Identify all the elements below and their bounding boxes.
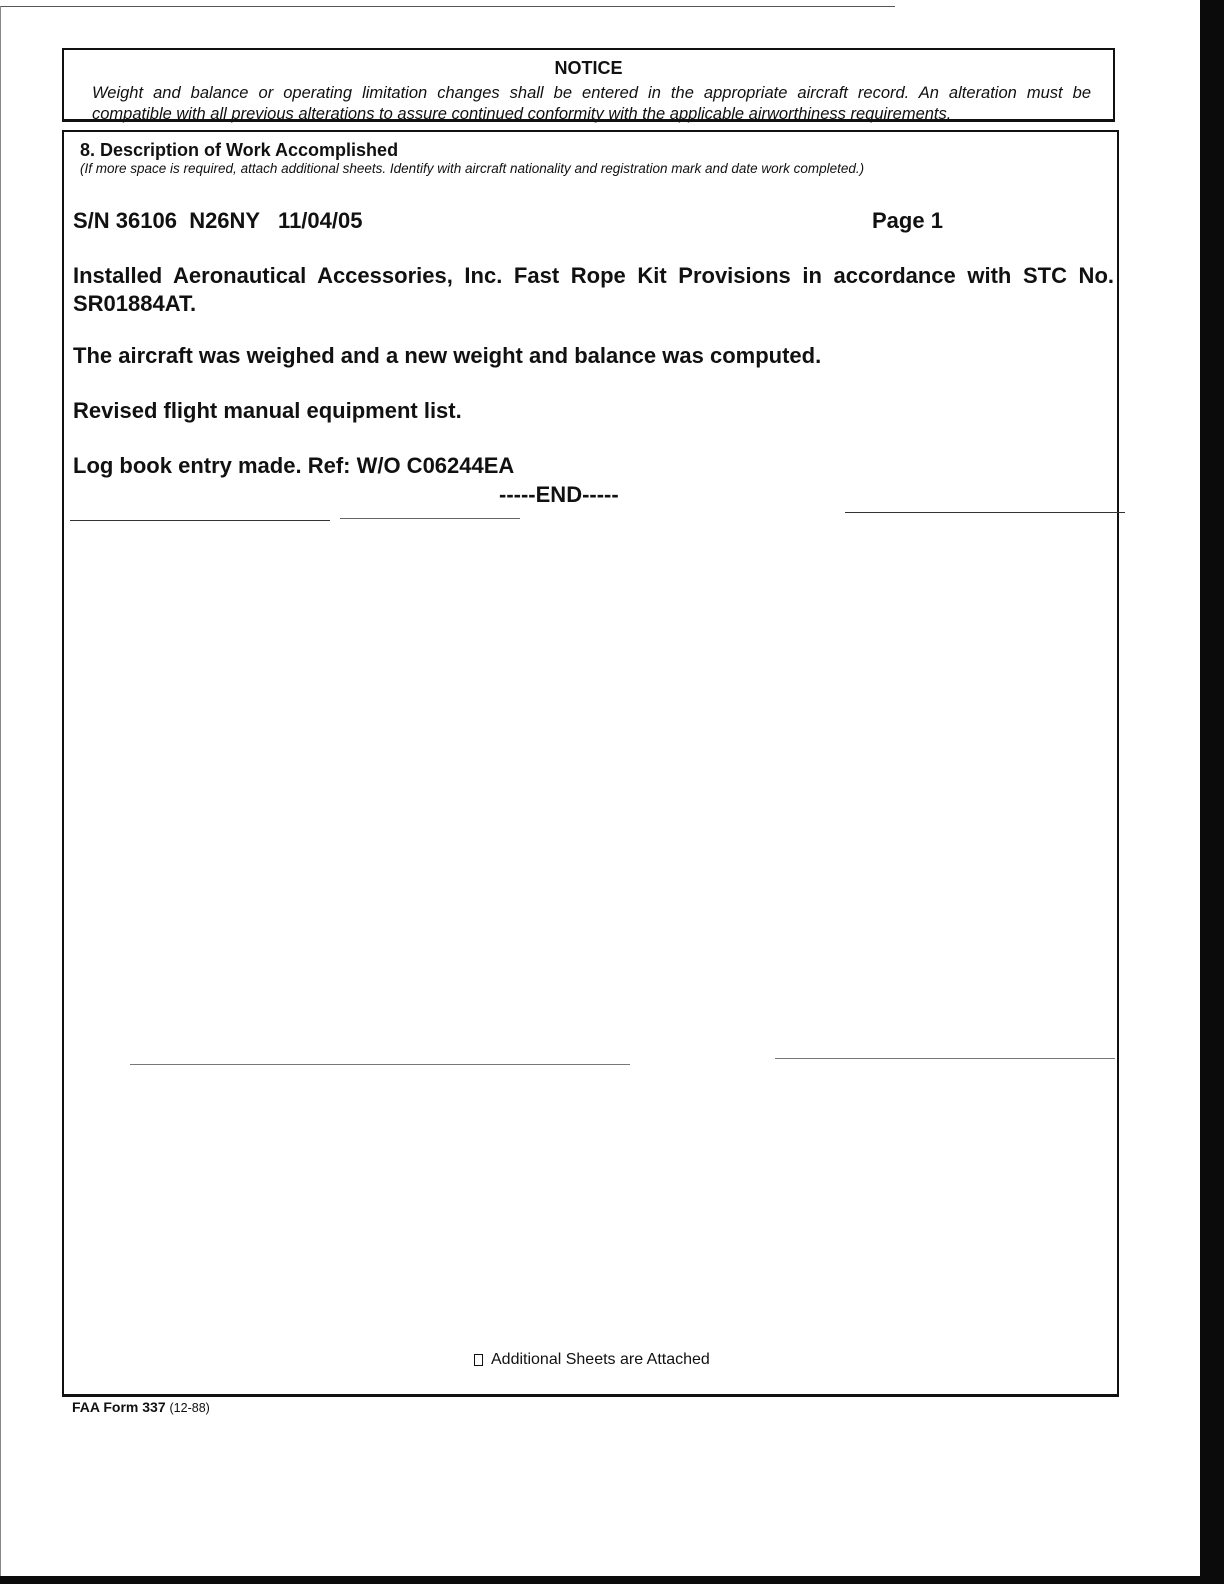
- page-number: Page 1: [872, 208, 943, 233]
- section-instructions: (If more space is required, attach additional sheets. Identify with aircraft nationality and registration mark and date work completed.): [80, 161, 865, 176]
- scan-artifact-line: [70, 520, 330, 521]
- additional-sheets-label: Additional Sheets are Attached: [491, 1351, 710, 1368]
- scan-artifact-line: [845, 512, 1125, 513]
- form-revision: (12-88): [169, 1401, 210, 1415]
- scan-edge-left: [0, 6, 1, 1576]
- scan-artifact-line: [130, 1064, 630, 1065]
- notice-title: NOTICE: [554, 58, 623, 78]
- work-paragraph-flight-manual: Revised flight manual equipment list.: [73, 398, 462, 423]
- scan-edge-right: [1200, 0, 1224, 1584]
- serial-registration-date: S/N 36106 N26NY 11/04/05: [73, 208, 363, 233]
- work-paragraph-logbook: Log book entry made. Ref: W/O C06244EA: [73, 453, 515, 478]
- notice-line-1: Weight and balance or operating limitation changes shall be entered in the appropriate aircraft record. An alteration must be: [92, 84, 1091, 102]
- section-title: 8. Description of Work Accomplished: [80, 140, 399, 160]
- scan-edge-bottom: [0, 1576, 1224, 1584]
- scan-artifact-line: [340, 518, 520, 519]
- work-paragraph-weight-balance: The aircraft was weighed and a new weight and balance was computed.: [73, 343, 822, 368]
- notice-box: [62, 48, 1115, 122]
- scan-edge-top: [0, 6, 895, 7]
- additional-sheets-checkbox[interactable]: [474, 1354, 483, 1366]
- work-paragraph-installation: Installed Aeronautical Accessories, Inc. Fast Rope Kit Provisions in accordance with STC No. SR01884AT.: [73, 263, 1114, 316]
- scan-artifact-line: [775, 1058, 1115, 1059]
- notice-text: [92, 83, 1091, 125]
- form-footer: [72, 1399, 210, 1415]
- form-name: FAA Form 337: [72, 1399, 166, 1415]
- work-description-box: [62, 130, 1119, 1397]
- additional-sheets-row: [474, 1351, 710, 1369]
- end-marker: -----END-----: [499, 482, 619, 507]
- notice-line-2: compatible with all previous alterations to assure continued conformity with the applicable airworthiness requirements.: [92, 105, 952, 123]
